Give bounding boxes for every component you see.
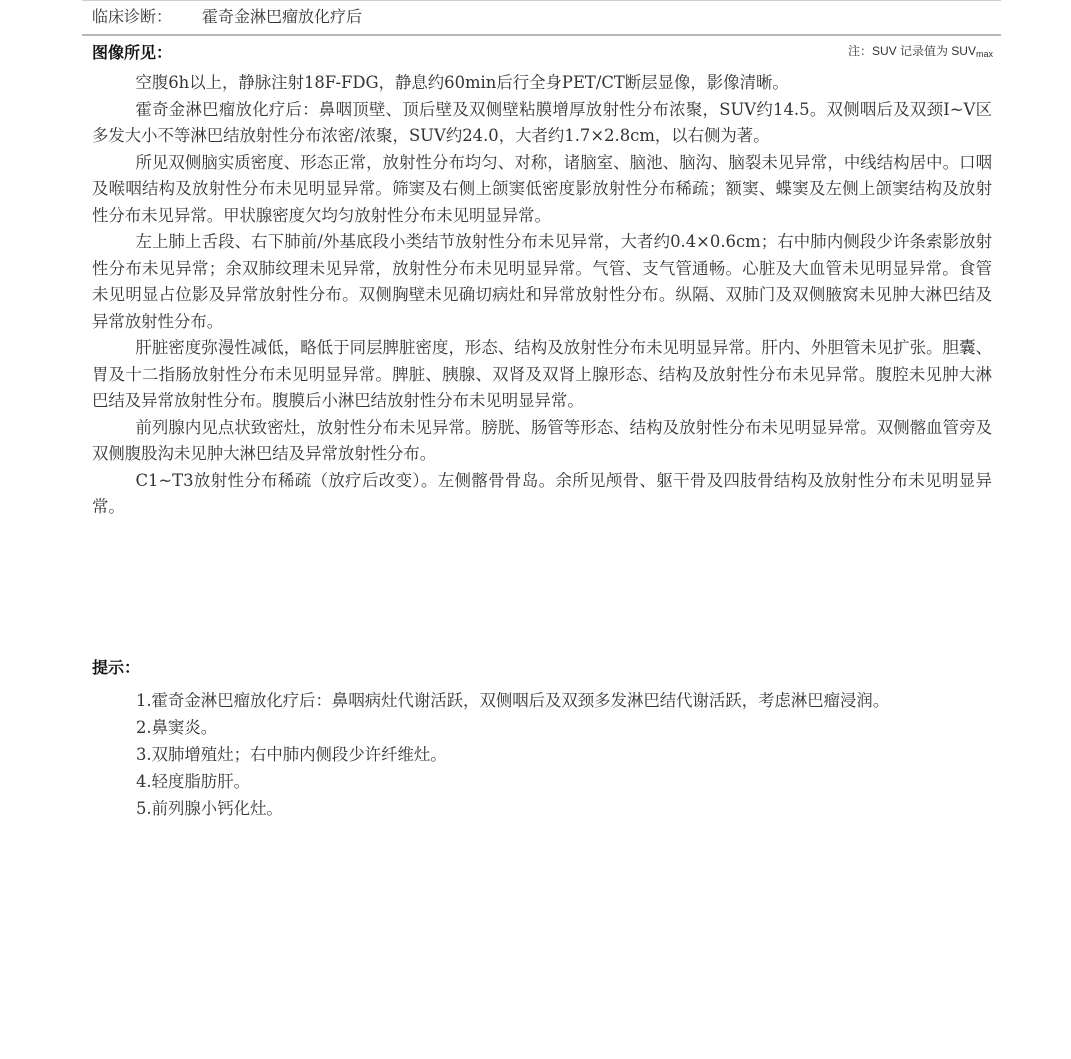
findings-paragraph: 空腹6h以上，静脉注射18F-FDG，静息约60min后行全身PET/CT断层显像，影像清晰。	[135, 73, 789, 92]
findings-paragraph: 前列腺内见点状致密灶，放射性分布未见异常。膀胱、肠管等形态、结构及放射性分布未见明显异常。双侧髂血管旁及双侧腹股沟未见肿大淋巴结及异常放射性分布。	[92, 417, 992, 463]
findings-paragraph: 霍奇金淋巴瘤放化疗后：鼻咽顶壁、顶后壁及双侧壁粘膜增厚放射性分布浓聚，SUV约14.5。双侧咽后及双颈I~V区多发大小不等淋巴结放射性分布浓密/浓聚，SUV约24.0，大者约1.7×2.8cm，以右侧为著。	[92, 99, 992, 145]
clinical-diagnosis-row	[92, 6, 362, 28]
clinical-diagnosis-label: 临床诊断：	[92, 7, 173, 26]
findings-paragraph: 所见双侧脑实质密度、形态正常，放射性分布均匀、对称，诸脑室、脑池、脑沟、脑裂未见异常，中线结构居中。口咽及喉咽结构及放射性分布未见明显异常。筛窦及右侧上颌窦低密度影放射性分布稀疏；额窦、蝶窦及左侧上颌窦结构及放射性分布未见异常。甲状腺密度欠均匀放射性分布未见明显异常。	[92, 152, 992, 225]
suv-note-text: 注：SUV 记录值为 SUV	[847, 44, 976, 58]
findings-paragraph: C1~T3放射性分布稀疏（放疗后改变）。左侧髂骨骨岛。余所见颅骨、躯干骨及四肢骨结构及放射性分布未见明显异常。	[92, 470, 992, 516]
suv-note-subscript: max	[975, 49, 993, 59]
hints-heading: 提示：	[92, 658, 141, 677]
section-divider	[82, 34, 1001, 36]
findings-paragraph: 左上肺上舌段、右下肺前/外基底段小类结节放射性分布未见异常，大者约0.4×0.6cm；右中肺内侧段少许条索影放射性分布未见异常；余双肺纹理未见异常，放射性分布未见明显异常。气管、支气管通畅。心脏及大血管未见明显异常。食管未见明显占位影及异常放射性分布。双侧胸壁未见确切病灶和异常放射性分布。纵隔、双肺门及双侧腋窝未见肿大淋巴结及异常放射性分布。	[92, 232, 992, 331]
findings-heading: 图像所见：	[92, 43, 173, 62]
hints-list	[92, 687, 992, 822]
suv-note	[848, 42, 993, 59]
hint-item: 1.霍奇金淋巴瘤放化疗后：鼻咽病灶代谢活跃，双侧咽后及双颈多发淋巴结代谢活跃，考虑淋巴瘤浸润。	[136, 691, 890, 710]
hint-item: 4.轻度脂肪肝。	[136, 772, 250, 791]
findings-paragraph: 肝脏密度弥漫性减低，略低于同层脾脏密度，形态、结构及放射性分布未见明显异常。肝内、外胆管未见扩张。胆囊、胃及十二指肠放射性分布未见明显异常。脾脏、胰腺、双肾及双肾上腺形态、结构及放射性分布未见异常。腹腔未见肿大淋巴结及异常放射性分布。腹膜后小淋巴结放射性分布未见明显异常。	[92, 338, 992, 410]
hint-item: 2.鼻窦炎。	[136, 718, 218, 737]
clinical-diagnosis-value: 霍奇金淋巴瘤放化疗后	[202, 7, 363, 26]
top-divider	[82, 0, 1001, 1]
findings-body	[92, 70, 992, 521]
hint-item: 5.前列腺小钙化灶。	[136, 799, 283, 818]
hint-item: 3.双肺增殖灶；右中肺内侧段少许纤维灶。	[136, 745, 447, 764]
